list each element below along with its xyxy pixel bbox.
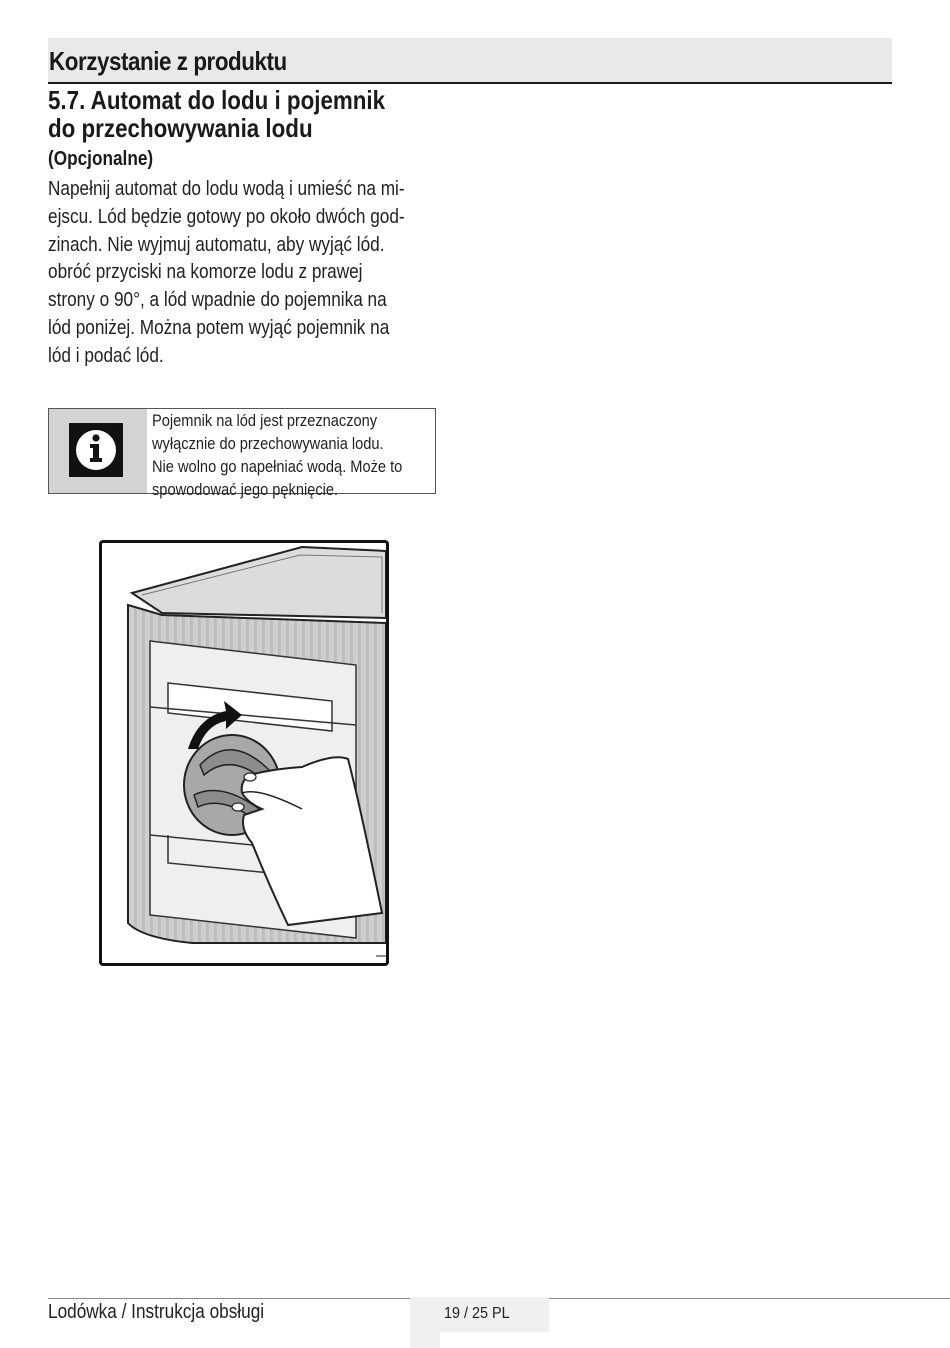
paragraph-line: zinach. Nie wyjmuj automatu, aby wyjąć lód. — [48, 234, 385, 256]
section-subtitle: (Opcjonalne) — [48, 148, 154, 170]
paragraph-line: Napełnij automat do lodu wodą i umieść na mi- — [48, 178, 405, 200]
paragraph-rotate — [48, 258, 478, 370]
note-text — [152, 409, 436, 501]
note-line: Pojemnik na lód jest przeznaczony — [152, 411, 378, 430]
note-line: spowodować jego pęknięcie. — [152, 480, 339, 499]
footer-document-title: Lodówka / Instrukcja obsługi — [48, 1301, 265, 1323]
page-header — [48, 38, 892, 84]
note-line: wyłącznie do przechowywania lodu. — [152, 434, 384, 453]
paragraph-line: obróć przyciski na komorze lodu z prawej — [48, 261, 363, 283]
paragraph-line: lód i podać lód. — [48, 345, 164, 367]
info-icon — [69, 423, 123, 477]
note-line: Nie wolno go napełniać wodą. Może to — [152, 457, 403, 476]
footer-page-box-tab — [410, 1332, 440, 1348]
section-title-line: 5.7. Automat do lodu i pojemnik — [48, 85, 386, 115]
ice-maker-knob-illustration — [99, 540, 389, 966]
section-title-line: do przechowywania lodu — [48, 113, 313, 143]
paragraph-line: strony o 90°, a lód wpadnie do pojemnika na — [48, 289, 387, 311]
header-title: Korzystanie z produktu — [49, 46, 287, 76]
section-title — [48, 86, 452, 142]
page-number: 19 / 25 PL — [444, 1305, 510, 1322]
paragraph-fill — [48, 175, 478, 259]
note-icon-cell — [49, 409, 147, 493]
info-note — [48, 408, 436, 499]
paragraph-line: lód poniżej. Można potem wyjąć pojemnik na — [48, 317, 390, 339]
paragraph-line: ejscu. Lód będzie gotowy po około dwóch god- — [48, 206, 405, 228]
